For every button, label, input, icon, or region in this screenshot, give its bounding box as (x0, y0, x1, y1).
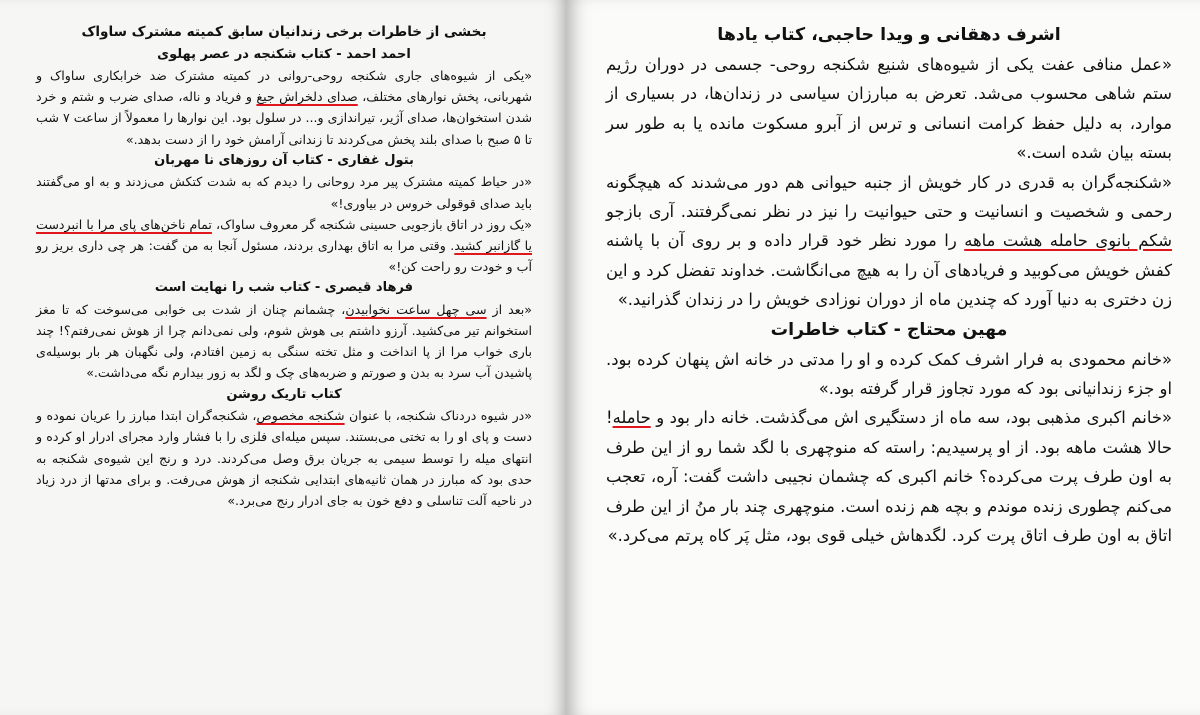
source-heading-ahmad: احمد احمد - کتاب شکنجه در عصر پهلوی (157, 46, 411, 62)
highlight-no-sleep: سی چهل ساعت نخوابیدن (345, 301, 487, 317)
source-heading-tarik-roshan: کتاب تاریک روشن (226, 386, 342, 402)
highlight-special-torture: شکنجه مخصوص (256, 408, 345, 424)
paragraph-pregnant-woman: «شکنجه‌گران به قدری در کار خویش از جنبه حیوانی هم دور می‌شدند که هیچگونه رحمی و شخصیت و انسانیت و حتی حیوانیت را نیز در نظر نمی‌گرفتند. آری بازجو شکم بانوی حامله هشت ماهه را مورد نظر خود قرار داده و بر روی آن با پاشنه کفش خویش می‌کوبید و فریادهای آن را به هیچ می‌انگاشت. خداوند تفضل کرد و این زن دختری به دنیا آورد که چندین ماه از دوران نوزادی خویش را در زندان گذرانید.» (606, 172, 1172, 310)
left-page (0, 0, 566, 715)
source-heading-ghaffari: بتول غفاری - کتاب آن روزهای نا مهربان (154, 152, 414, 168)
left-page-title: بخشی از خاطرات برخی زندانیان سابق کمیته مشترک ساواک (81, 24, 487, 40)
paragraph-indecency: «عمل منافی عفت یکی از شیوه‌های شنیع شکنجه روحی- جسمی در دوران رژیم ستم شاهی محسوب می‌شد. تعرض به مبارزان سیاسی در زندان‌ها، در بسیاری از موارد، به دلیل حفظ کرامت انسانی و ترس از آبرو مسکوت مانده یا به طور سر بسته بیان شده است.» (606, 55, 1172, 163)
paragraph-sleep-deprivation: «بعد از سی چهل ساعت نخوابیدن، چشمانم چنان از شدت بی خوابی می‌سوخت که تا مغز استخوانم تیر می‌کشید. آرزو داشتم بی هوش شوم، ولی نمی‌دانم چرا از هوش نمی‌رفتم؟! چند باری خواب مرا از پا انداخت و مثل تخته سنگی به زمین افتادم، ولی نگهبان هر بار بوسیله‌ی پاشیدن آب سرد به بدن و صورتم و ضربه‌های چک و لگد به زور بیدارم نگه می‌داشت.» (36, 301, 533, 381)
right-page (566, 0, 1200, 715)
highlight-pregnant-belly: شکم بانوی حامله هشت ماهه (964, 231, 1172, 251)
source-heading-dehghani: اشرف دهقانی و ویدا حاجبی، کتاب یادها (717, 25, 1061, 45)
paragraph-psych-torture: «یکی از شیوه‌های جاری شکنجه روحی-روانی در کمیته مشترک ضد خرابکاری ساواک و شهربانی، پخش نوارهای مختلف، صدای دلخراش جیغ و فریاد و ناله، صدای ضرب و شتم و خرد شدن استخوان‌ها، صدای آژیر، تیراندازی و... در سلول بود. این نوارها را معمولاً از ساعت ۷ شب تا ۵ صبح با صدای بلند پخش می‌کردند تا زندانی آرامش خود را از دست بدهد.» (36, 68, 533, 147)
highlight-pregnant: حامله (612, 408, 651, 428)
paragraph-special-torture: «در شیوه دردناک شکنجه، با عنوان شکنجه مخصوص، شکنجه‌گران ابتدا مبارز را عریان نموده و دست و پای او را به تختی می‌بستند. سپس میله‌ای فلزی را با فشار وارد مجرای ادرار او کرده و انتهای میله را توسط سیمی به جریان برق وصل می‌کردند. درد و رنج این شیوه‌ی شکنجه به حدی بود که مبارز در همان ثانیه‌های ابتدایی شکنجه از هوش می‌رفت. و برای مدتها از درد زیاد در ناحیه آلت تناسلی و دفع خون به جای ادرار رنج می‌برد.» (36, 408, 532, 508)
source-heading-gheysari: فرهاد قیصری - کتاب شب را نهایت است (154, 280, 414, 296)
paragraph-mahmoudi: «خانم محمودی به فرار اشرف کمک کرده و او را مدتی در خانه اش پنهان کرده بود. او جزء زندانیانی بود که مورد تجاوز قرار گرفته بود.» (606, 349, 1172, 399)
paragraph-cleric: «در حیاط کمیته مشترک پیر مرد روحانی را دیدم که به شدت کتکش می‌زدند و به او می‌گفتند باید صدای قوقولی خروس در بیاوری!» (36, 174, 532, 211)
paragraph-akbari: «خانم اکبری مذهبی بود، سه ماه از دستگیری اش می‌گذشت. خانه دار بود و حامله! حالا هشت ماهه بود. از او پرسیدیم: راسته که منوچهری با لگد شما رو از این طرف به اون طرف پرت می‌کرده؟ خانم اکبری که چشمان نجیبی داشت گفت: آره، تعجب می‌کنم چطوری زنده موندم و بچه هم زنده است. منوچهری چند بار منُ از این طرف اتاق به اون طرف اتاق پرت کرد. لگدهاش خیلی قوی بود، مثل پَر کاه پرتم می‌کرد.» (606, 408, 1172, 546)
paragraph-nails: «یک روز در اتاق بازجویی حسینی شکنجه گر معروف ساواک، تمام ناخن‌های پای مرا با انبردست یا گازانبر کشید. وقتی مرا به اتاق بهداری بردند، مسئول آنجا به من گفت: هر چی داری بریز رو آب و خودت رو راحت کن!» (36, 216, 532, 275)
highlight-scream: صدای دلخراش جیغ (256, 89, 358, 105)
source-heading-mohtaj: مهین محتاج - کتاب خاطرات (770, 319, 1008, 340)
highlight-nails: تمام ناخن‌های پای مرا با انبردست یا گازانبر کشید (36, 216, 532, 253)
